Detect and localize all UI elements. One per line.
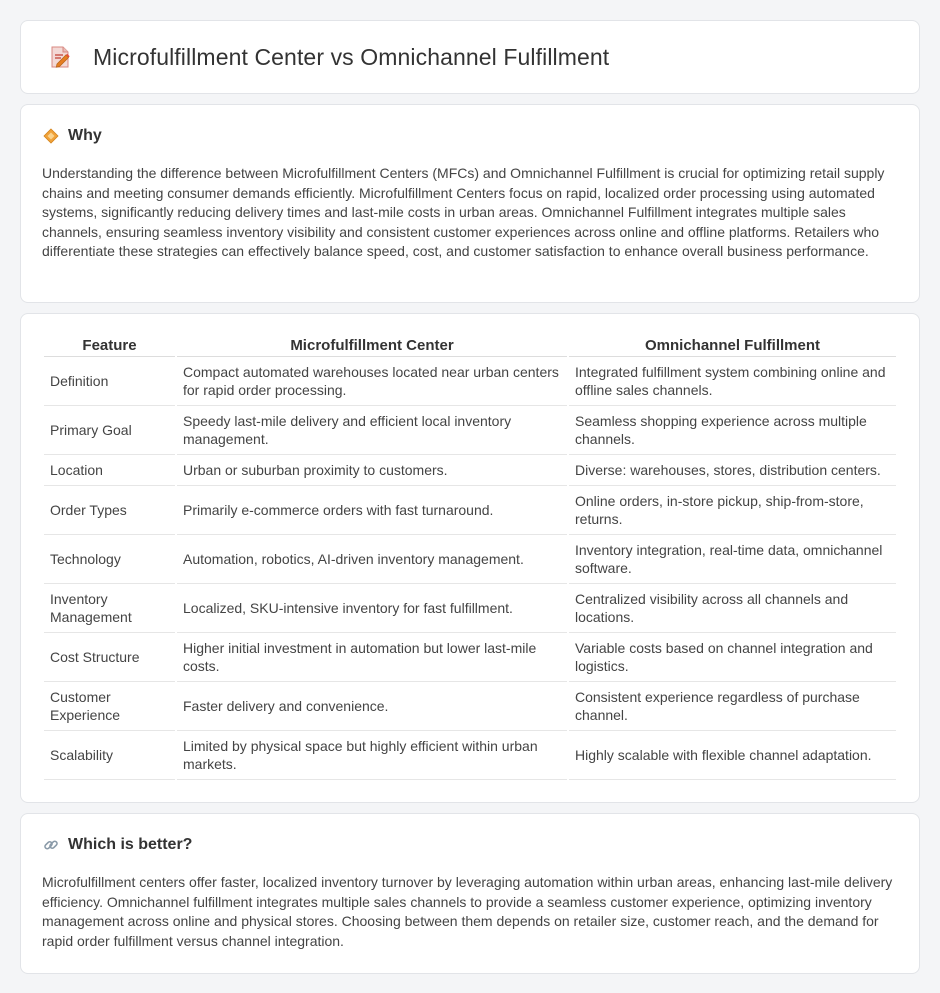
feature-cell: Inventory Management — [44, 584, 175, 633]
why-section — [20, 104, 920, 303]
column-header-microfulfillment: Microfulfillment Center — [177, 333, 567, 357]
feature-cell: Definition — [44, 357, 175, 406]
table-row — [44, 731, 896, 780]
page-title: Microfulfillment Center vs Omnichannel Fulfillment — [93, 43, 610, 70]
omnichannel-cell: Diverse: warehouses, stores, distribution centers. — [569, 455, 896, 486]
table-row — [44, 584, 896, 633]
which-better-body: Microfulfillment centers offer faster, localized inventory turnover by leveraging automation within urban areas, enhancing last-mile delivery efficiency. Omnichannel fulfillment integrates multiple sales channels to provide a seamless customer experience, optimizing inventory management across online and physical stores. Choosing between them depends on retailer size, customer reach, and the demand for rapid order fulfillment versus channel integration. — [42, 874, 893, 949]
feature-cell: Primary Goal — [44, 406, 175, 455]
microfulfillment-cell: Speedy last-mile delivery and efficient local inventory management. — [177, 406, 567, 455]
table-row — [44, 682, 896, 731]
omnichannel-cell: Centralized visibility across all channels and locations. — [569, 584, 896, 633]
microfulfillment-cell: Automation, robotics, AI-driven inventory management. — [177, 535, 567, 584]
feature-cell: Location — [44, 455, 175, 486]
table-row — [44, 406, 896, 455]
table-row — [44, 357, 896, 406]
omnichannel-cell: Variable costs based on channel integration and logistics. — [569, 633, 896, 682]
omnichannel-cell: Consistent experience regardless of purchase channel. — [569, 682, 896, 731]
column-header-omnichannel: Omnichannel Fulfillment — [569, 333, 896, 357]
link-icon — [42, 836, 60, 854]
table-row — [44, 455, 896, 486]
omnichannel-cell: Seamless shopping experience across multiple channels. — [569, 406, 896, 455]
feature-cell: Cost Structure — [44, 633, 175, 682]
header-card — [20, 20, 920, 94]
which-better-section — [20, 813, 920, 974]
table-header-row — [44, 333, 896, 357]
feature-cell: Scalability — [44, 731, 175, 780]
microfulfillment-cell: Higher initial investment in automation but lower last-mile costs. — [177, 633, 567, 682]
feature-cell: Technology — [44, 535, 175, 584]
comparison-card — [20, 313, 920, 803]
feature-cell: Order Types — [44, 486, 175, 535]
table-row — [44, 486, 896, 535]
document-pencil-icon — [47, 44, 73, 70]
microfulfillment-cell: Localized, SKU-intensive inventory for fast fulfillment. — [177, 584, 567, 633]
comparison-table — [42, 333, 898, 780]
omnichannel-cell: Inventory integration, real-time data, omnichannel software. — [569, 535, 896, 584]
microfulfillment-cell: Limited by physical space but highly efficient within urban markets. — [177, 731, 567, 780]
microfulfillment-cell: Compact automated warehouses located near urban centers for rapid order processing. — [177, 357, 567, 406]
column-header-feature: Feature — [44, 333, 175, 357]
omnichannel-cell: Highly scalable with flexible channel adaptation. — [569, 731, 896, 780]
feature-cell: Customer Experience — [44, 682, 175, 731]
table-row — [44, 535, 896, 584]
omnichannel-cell: Integrated fulfillment system combining online and offline sales channels. — [569, 357, 896, 406]
diamond-icon — [42, 127, 60, 145]
microfulfillment-cell: Primarily e-commerce orders with fast turnaround. — [177, 486, 567, 535]
why-title: Why — [68, 127, 102, 144]
microfulfillment-cell: Urban or suburban proximity to customers. — [177, 455, 567, 486]
microfulfillment-cell: Faster delivery and convenience. — [177, 682, 567, 731]
why-body: Understanding the difference between Microfulfillment Centers (MFCs) and Omnichannel Fulfillment is crucial for optimizing retail supply chains and meeting consumer demands efficiently. Microfulfillment Centers focus on rapid, localized order processing using automated systems, significantly reducing delivery times and last-mile costs in urban areas. Omnichannel Fulfillment integrates multiple sales channels, ensuring seamless inventory visibility and consistent customer experiences across online and offline platforms. Retailers who differentiate these strategies can effectively balance speed, cost, and customer satisfaction to enhance overall business performance. — [42, 165, 885, 259]
table-row — [44, 633, 896, 682]
omnichannel-cell: Online orders, in-store pickup, ship-from-store, returns. — [569, 486, 896, 535]
which-better-title: Which is better? — [68, 836, 193, 853]
